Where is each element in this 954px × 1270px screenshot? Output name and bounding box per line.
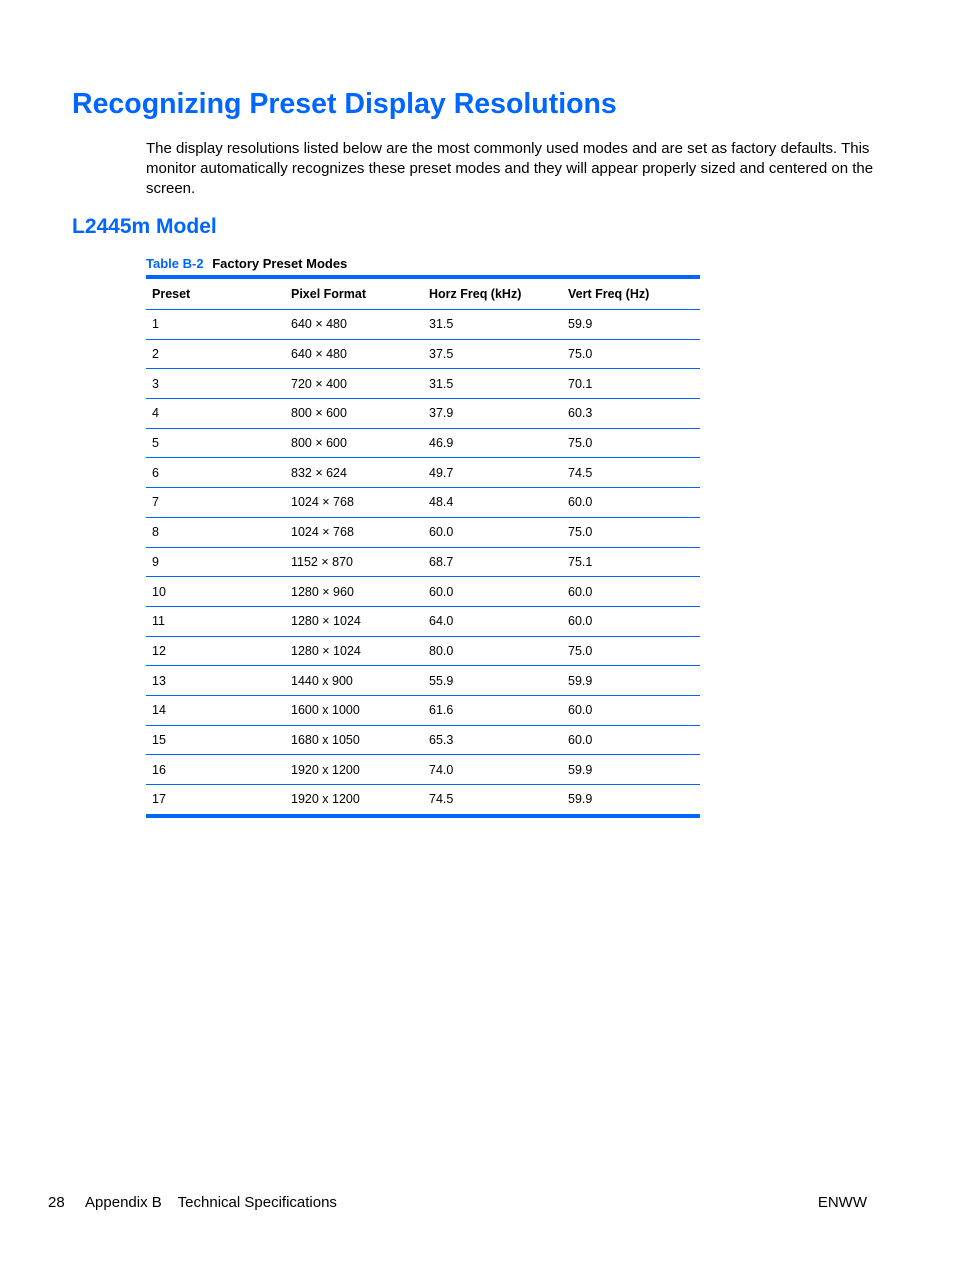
table-row [146,428,700,458]
cell-preset: 16 [152,762,166,777]
cell-vert-freq: 59.9 [568,317,593,332]
cell-horz-freq: 49.7 [429,465,454,480]
cell-pixel-format: 1920 x 1200 [291,792,360,807]
cell-vert-freq: 60.0 [568,495,593,510]
table-row [146,755,700,785]
table-row [146,695,700,725]
table-caption [146,256,347,271]
footer-right: ENWW [817,1194,867,1211]
cell-vert-freq: 74.5 [568,465,593,480]
cell-preset: 5 [152,436,159,451]
cell-vert-freq: 60.3 [568,406,593,421]
cell-horz-freq: 61.6 [429,703,454,718]
footer-chapter: Technical Specifications [177,1194,337,1211]
cell-horz-freq: 60.0 [429,525,454,540]
cell-preset: 7 [152,495,159,510]
cell-vert-freq: 70.1 [568,376,593,391]
cell-preset: 13 [152,673,166,688]
cell-horz-freq: 74.0 [429,762,454,777]
intro-paragraph: The display resolutions listed below are the most commonly used modes and are set as factory defaults. This monitor automatically recognizes these preset modes and they will appear properly sized and centered on the screen. [146,140,874,197]
cell-vert-freq: 59.9 [568,762,593,777]
cell-preset: 14 [152,703,166,718]
page-number: 28 [48,1194,65,1211]
cell-pixel-format: 720 × 400 [291,376,347,391]
cell-pixel-format: 1152 × 870 [291,554,353,569]
table-row [146,636,700,666]
preset-modes-table-container [146,275,700,818]
cell-horz-freq: 37.5 [429,347,454,362]
cell-pixel-format: 800 × 600 [291,436,347,451]
cell-horz-freq: 46.9 [429,436,454,451]
table-body [146,310,700,814]
cell-horz-freq: 31.5 [429,317,454,332]
cell-preset: 2 [152,347,159,362]
section-title: L2445m Model [72,215,217,238]
column-header-pixel-format: Pixel Format [285,279,423,310]
cell-vert-freq: 75.1 [568,554,593,569]
cell-vert-freq: 60.0 [568,614,593,629]
cell-pixel-format: 1280 × 1024 [291,614,361,629]
page-title: Recognizing Preset Display Resolutions [72,88,617,120]
cell-horz-freq: 65.3 [429,732,454,747]
cell-pixel-format: 1024 × 768 [291,495,354,510]
table-caption-title: Factory Preset Modes [212,256,348,271]
cell-preset: 17 [152,792,166,807]
cell-pixel-format: 1440 x 900 [291,673,353,688]
table-row [146,399,700,429]
table-row [146,547,700,577]
table-row [146,369,700,399]
cell-preset: 6 [152,465,159,480]
column-header-horz-freq: Horz Freq (kHz) [423,279,562,310]
cell-vert-freq: 59.9 [568,673,593,688]
cell-vert-freq: 75.0 [568,525,593,540]
cell-horz-freq: 31.5 [429,376,454,391]
cell-vert-freq: 75.0 [568,643,593,658]
cell-horz-freq: 48.4 [429,495,454,510]
cell-pixel-format: 640 × 480 [291,347,347,362]
cell-preset: 12 [152,643,166,658]
cell-preset: 15 [152,732,166,747]
column-header-preset: Preset [146,279,285,310]
cell-preset: 11 [152,614,165,629]
cell-pixel-format: 640 × 480 [291,317,347,332]
table-row [146,666,700,696]
column-header-vert-freq: Vert Freq (Hz) [562,279,700,310]
cell-vert-freq: 75.0 [568,436,593,451]
preset-modes-table [146,279,700,814]
cell-horz-freq: 64.0 [429,614,454,629]
cell-horz-freq: 68.7 [429,554,454,569]
cell-preset: 3 [152,376,159,391]
cell-preset: 8 [152,525,159,540]
cell-pixel-format: 800 × 600 [291,406,347,421]
table-row [146,339,700,369]
cell-preset: 10 [152,584,166,599]
table-header-row [146,279,700,310]
table-row [146,517,700,547]
cell-pixel-format: 1920 x 1200 [291,762,360,777]
cell-preset: 4 [152,406,159,421]
cell-pixel-format: 1280 × 960 [291,584,354,599]
table-row [146,577,700,607]
cell-horz-freq: 60.0 [429,584,454,599]
cell-pixel-format: 1024 × 768 [291,525,354,540]
cell-vert-freq: 75.0 [568,347,593,362]
cell-pixel-format: 1600 x 1000 [291,703,360,718]
cell-pixel-format: 1680 x 1050 [291,732,360,747]
footer-section: Appendix B [85,1194,162,1211]
cell-horz-freq: 37.9 [429,406,454,421]
cell-vert-freq: 60.0 [568,703,593,718]
cell-vert-freq: 59.9 [568,792,593,807]
cell-horz-freq: 80.0 [429,643,454,658]
table-row [146,458,700,488]
table-row [146,310,700,340]
cell-horz-freq: 55.9 [429,673,454,688]
table-row [146,725,700,755]
table-header [146,279,700,310]
table-row [146,606,700,636]
footer-left [48,1194,337,1211]
cell-preset: 9 [152,554,159,569]
table-row [146,785,700,814]
cell-vert-freq: 60.0 [568,732,593,747]
cell-pixel-format: 832 × 624 [291,465,347,480]
cell-vert-freq: 60.0 [568,584,593,599]
cell-pixel-format: 1280 × 1024 [291,643,361,658]
table-caption-number: Table B-2 [146,256,204,271]
cell-horz-freq: 74.5 [429,792,454,807]
cell-preset: 1 [152,317,159,332]
table-row [146,488,700,518]
